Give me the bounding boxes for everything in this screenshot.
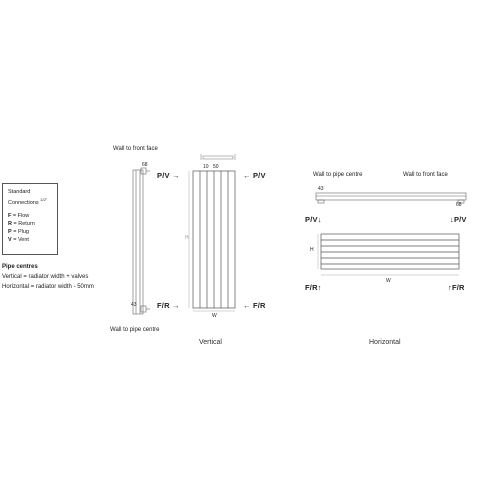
pipe-centres-title: Pipe centres [2, 264, 38, 270]
vertical-pv-right: ← P/V [243, 171, 266, 180]
horizontal-width-label: W [386, 278, 391, 284]
horizontal-fr-right: ↑F/R [448, 283, 465, 292]
horizontal-pv-right: ↓P/V [450, 215, 467, 224]
vertical-side-profile [133, 168, 150, 314]
vertical-fr-left: F/R → [157, 301, 180, 310]
vertical-front-view [189, 171, 235, 311]
pipe-centres-vertical: Vertical = radiator width + valves [2, 274, 89, 280]
vertical-width-label: W [212, 313, 217, 319]
pipe-centres-horizontal: Horizontal = radiator width - 50mm [2, 284, 94, 290]
vertical-dim-10: 10 [203, 164, 209, 170]
vertical-pv-left: P/V → [157, 171, 180, 180]
horizontal-dim-43: 43 [318, 186, 324, 192]
vertical-wall-to-front-face: Wall to front face [113, 146, 158, 152]
horizontal-caption: Horizontal [369, 339, 401, 346]
legend-title: Standard Connections $^{1/2"}$ [8, 189, 48, 206]
horizontal-dim-68: 68 [456, 202, 462, 208]
horizontal-top-profile [316, 193, 466, 203]
legend-item-plug: P = Plug [8, 228, 29, 235]
horizontal-fr-left: F/R↑ [305, 283, 322, 292]
horizontal-wall-to-pipe-centre: Wall to pipe centre [313, 172, 363, 178]
legend-item-flow: F = Flow [8, 212, 30, 219]
vertical-fr-right: ← F/R [243, 301, 266, 310]
horizontal-pv-left: P/V↓ [305, 215, 322, 224]
legend-fraction: 1/2" [40, 197, 48, 202]
horizontal-wall-to-front-face: Wall to front face [403, 172, 448, 178]
connections-legend [2, 183, 58, 255]
vertical-caption: Vertical [199, 339, 222, 346]
vertical-wall-to-pipe-centre: Wall to pipe centre [110, 327, 160, 333]
legend-item-return: R = Return [8, 220, 35, 227]
legend-item-vent: V = Vent [8, 236, 29, 243]
vertical-dim-top: 68 [142, 162, 148, 168]
horizontal-front-view [318, 234, 459, 275]
horizontal-height-label: H [310, 247, 314, 253]
vertical-height-label: H [185, 235, 189, 241]
vertical-top-view [201, 154, 235, 160]
vertical-dim-bottom: 43 [131, 302, 137, 308]
vertical-dim-50: 50 [213, 164, 219, 170]
